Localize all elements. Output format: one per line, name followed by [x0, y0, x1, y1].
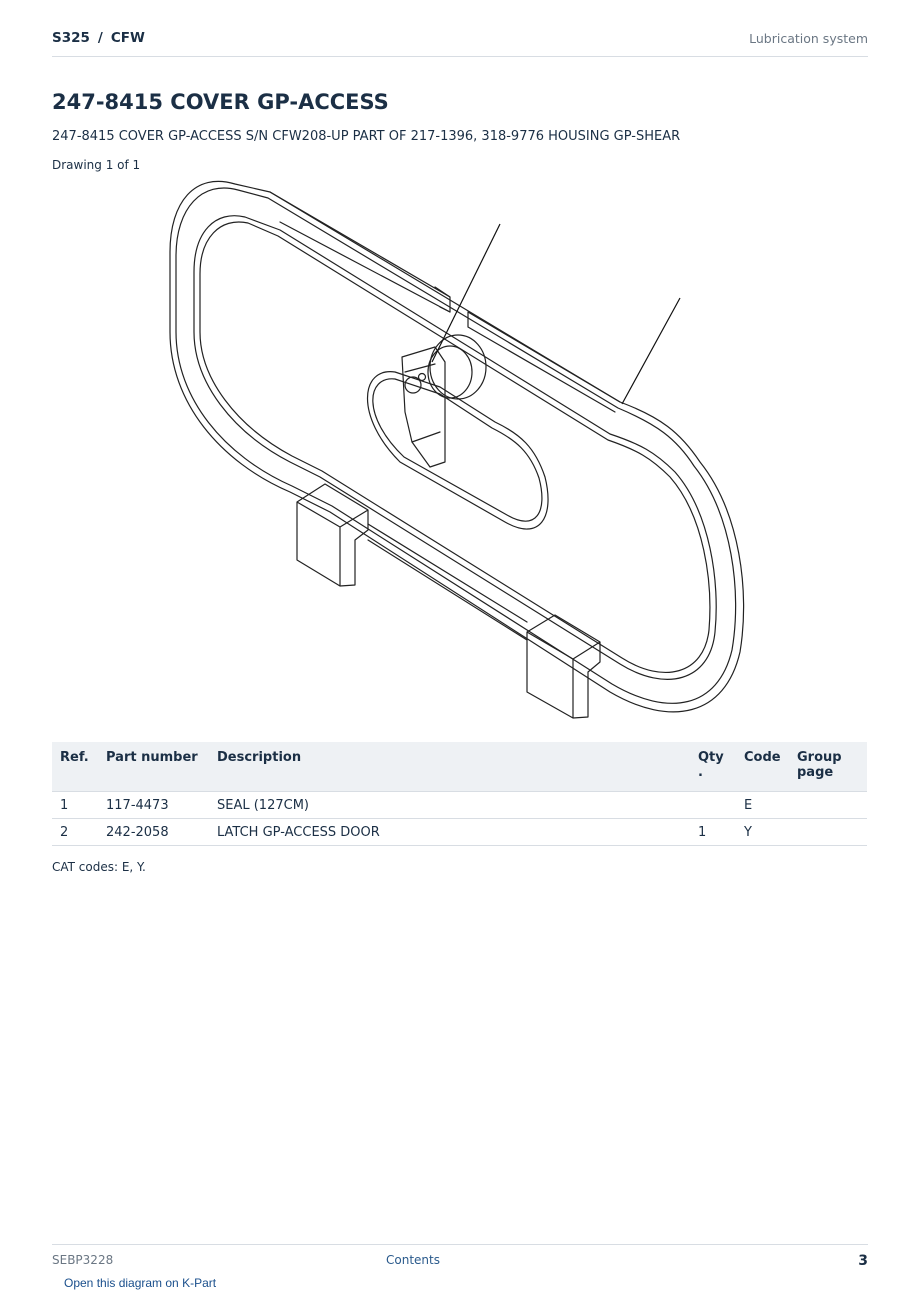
row-code: E — [736, 792, 789, 819]
contents-link[interactable]: Contents — [386, 1253, 440, 1267]
document-id: SEBP3228 — [52, 1253, 114, 1267]
row-qty — [690, 792, 736, 819]
col-group-page-header — [789, 742, 867, 792]
latch-hub-front — [428, 346, 472, 398]
row-group-page — [789, 819, 867, 846]
row-part-number: 117-4473 — [98, 792, 209, 819]
table-header-row — [52, 742, 867, 792]
col-ref-header: Ref. — [52, 742, 98, 792]
col-part-number-header: Part number — [98, 742, 209, 792]
kpart-link[interactable]: Open this diagram on K-Part — [64, 1276, 217, 1290]
table-row — [52, 819, 867, 846]
seal-top-edge — [270, 192, 450, 312]
latch-handle-face — [405, 364, 440, 442]
cat-codes-note: CAT codes: E, Y. — [52, 860, 146, 874]
row-ref: 2 — [52, 819, 98, 846]
qty-header-line2: . — [698, 765, 703, 780]
row-qty: 1 — [690, 819, 736, 846]
latch-pivot-inner — [419, 374, 426, 381]
seal-ring-inner-2 — [200, 222, 710, 672]
row-part-number: 242-2058 — [98, 819, 209, 846]
row-code: Y — [736, 819, 789, 846]
page-number: 3 — [858, 1253, 868, 1269]
group-header-line1: Group — [797, 750, 842, 765]
latch-base-plate-2 — [373, 379, 542, 521]
leader-line-2 — [622, 298, 680, 404]
drawing-count: Drawing 1 of 1 — [52, 158, 141, 172]
model-label: S325 — [52, 30, 90, 46]
page-header — [52, 28, 868, 57]
latch-handle — [402, 347, 445, 467]
breadcrumb-separator: / — [97, 30, 103, 46]
section-title: Lubrication system — [749, 31, 868, 46]
row-description: SEAL (127CM) — [209, 792, 690, 819]
parts-diagram — [150, 172, 770, 732]
parts-table — [52, 742, 867, 846]
seal-ring-outer-2 — [176, 188, 736, 703]
page-footer — [52, 1244, 868, 1275]
page-subtitle: 247-8415 COVER GP-ACCESS S/N CFW208-UP PART OF 217-1396, 318-9776 HOUSING GP-SHEAR — [52, 129, 681, 144]
col-qty-header — [690, 742, 736, 792]
retainer-block-right — [527, 615, 600, 718]
col-code-header: Code — [736, 742, 789, 792]
page-title: 247-8415 COVER GP-ACCESS — [52, 90, 389, 114]
retainer-block-left — [297, 484, 368, 586]
row-description: LATCH GP-ACCESS DOOR — [209, 819, 690, 846]
col-description-header: Description — [209, 742, 690, 792]
latch-hub — [430, 335, 486, 399]
seal-ring-outer — [170, 181, 744, 712]
serial-prefix-label: CFW — [110, 30, 145, 46]
latch-base-plate — [368, 372, 549, 529]
seal-ring-inner — [194, 216, 716, 680]
row-ref: 1 — [52, 792, 98, 819]
qty-header-line1: Qty — [698, 750, 724, 765]
group-header-line2: page — [797, 765, 834, 780]
row-group-page — [789, 792, 867, 819]
table-row — [52, 792, 867, 819]
breadcrumb — [52, 30, 145, 46]
seal-top-edge-right — [468, 312, 620, 412]
